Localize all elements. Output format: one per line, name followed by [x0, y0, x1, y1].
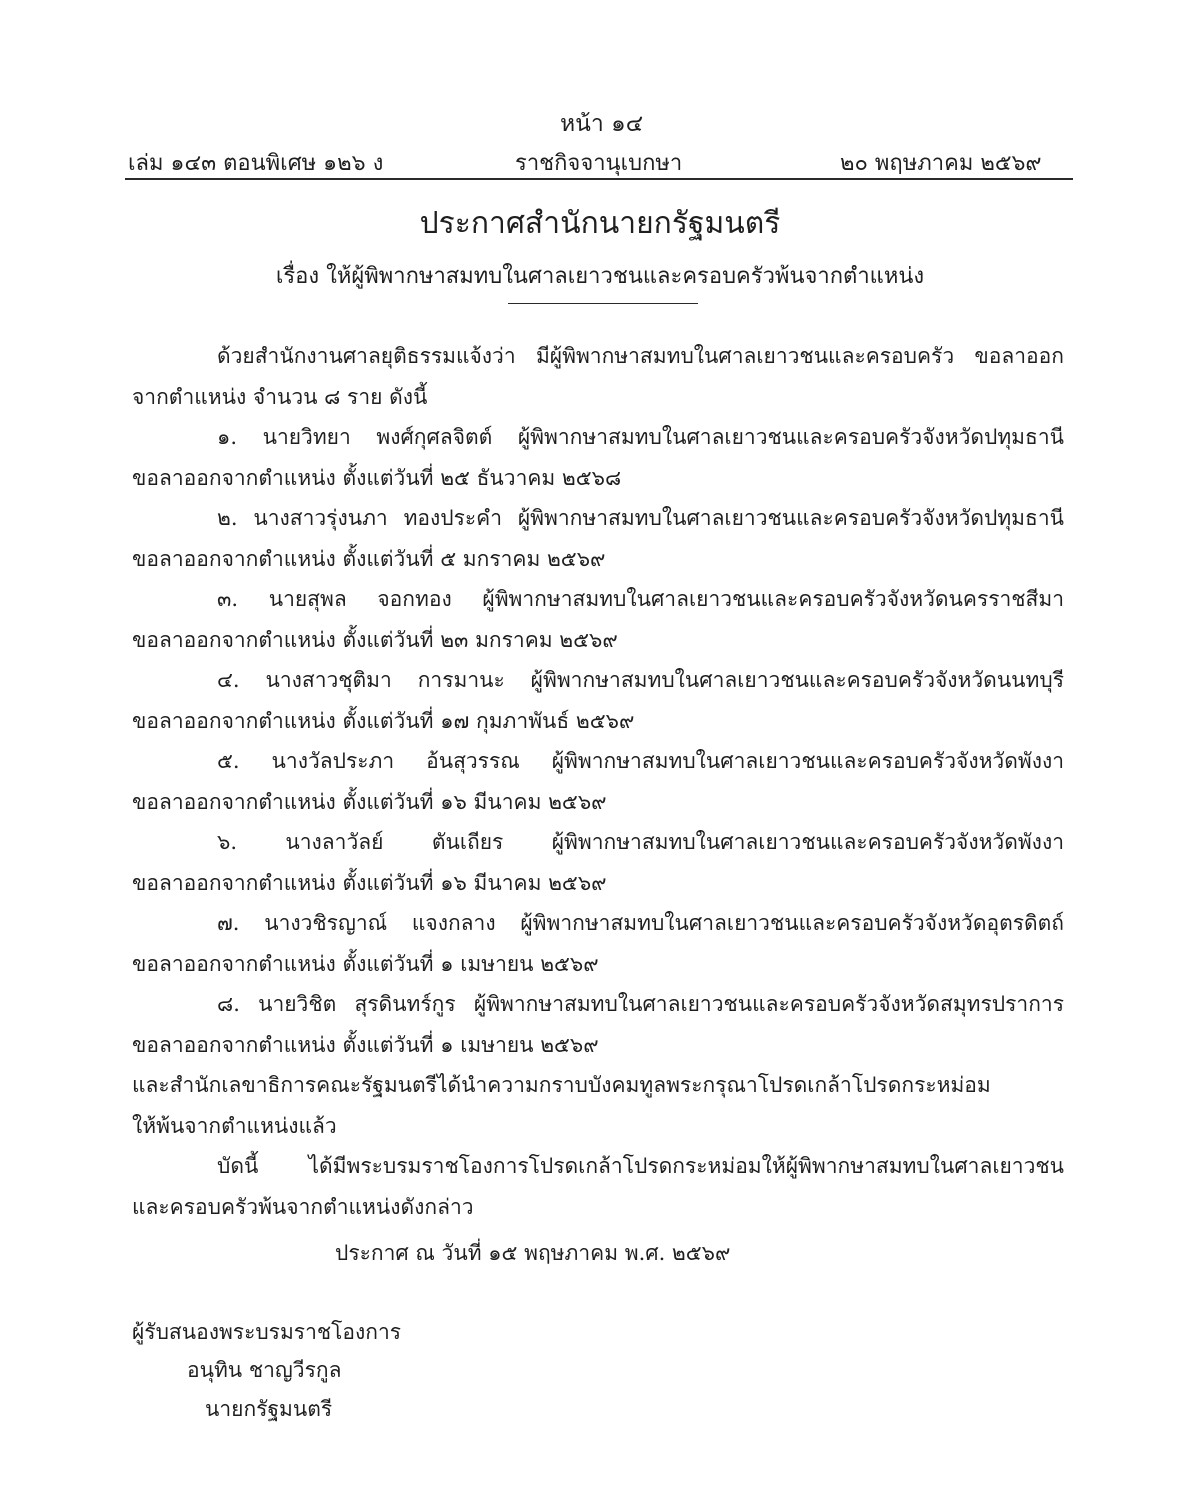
- item-date-line: ขอลาออกจากตำแหน่ง ตั้งแต่วันที่ ๑ เมษายน ๒๕๖๙: [132, 1032, 599, 1057]
- signatory-position: นายกรัฐมนตรี: [205, 1397, 333, 1421]
- final-line: และครอบครัวพ้นจากตำแหน่งดังกล่าว: [132, 1194, 474, 1219]
- closing-line: ให้พ้นจากตำแหน่งแล้ว: [132, 1113, 337, 1138]
- item-date-line: ขอลาออกจากตำแหน่ง ตั้งแต่วันที่ ๑ เมษายน ๒๕๖๙: [132, 951, 599, 976]
- page-number: หน้า ๑๔: [560, 111, 644, 137]
- countersign-label: ผู้รับสนองพระบรมราชโองการ: [132, 1320, 402, 1344]
- announcement-body: [132, 336, 1064, 1227]
- publication-name: ราชกิจจานุเบกษา: [515, 151, 683, 176]
- volume-issue: เล่ม ๑๔๓ ตอนพิเศษ ๑๒๖ ง: [128, 151, 384, 176]
- item-name-line: ๖. นางลาวัลย์ ตันเถียร ผู้พิพากษาสมทบในศาลเยาวชนและครอบครัวจังหวัดพังงา: [217, 830, 1064, 854]
- item-name-line: ๕. นางวัลประภา อ้นสุวรรณ ผู้พิพากษาสมทบในศาลเยาวชนและครอบครัวจังหวัดพังงา: [217, 749, 1064, 773]
- item-name-line: ๒. นางสาวรุ่งนภา ทองประคำ ผู้พิพากษาสมทบในศาลเยาวชนและครอบครัวจังหวัดปทุมธานี: [217, 506, 1064, 530]
- announcement-title: ประกาศสำนักนายกรัฐมนตรี: [419, 206, 781, 241]
- item-name-line: ๓. นายสุพล จอกทอง ผู้พิพากษาสมทบในศาลเยาวชนและครอบครัวจังหวัดนครราชสีมา: [217, 587, 1064, 611]
- signatory-name: อนุทิน ชาญวีรกูล: [187, 1358, 342, 1382]
- item-name-line: ๔. นางสาวชุติมา การมานะ ผู้พิพากษาสมทบในศาลเยาวชนและครอบครัวจังหวัดนนทบุรี: [217, 668, 1064, 692]
- item-date-line: ขอลาออกจากตำแหน่ง ตั้งแต่วันที่ ๑๖ มีนาคม ๒๕๖๙: [132, 870, 607, 895]
- item-date-line: ขอลาออกจากตำแหน่ง ตั้งแต่วันที่ ๒๕ ธันวาคม ๒๕๖๘: [132, 465, 622, 490]
- item-date-line: ขอลาออกจากตำแหน่ง ตั้งแต่วันที่ ๕ มกราคม ๒๕๖๙: [132, 546, 606, 571]
- header-divider: [125, 178, 1073, 180]
- item-date-line: ขอลาออกจากตำแหน่ง ตั้งแต่วันที่ ๑๗ กุมภาพันธ์ ๒๕๖๙: [132, 708, 635, 733]
- title-divider: [508, 303, 698, 304]
- intro-line: ด้วยสำนักงานศาลยุติธรรมแจ้งว่า มีผู้พิพากษาสมทบในศาลเยาวชนและครอบครัว ขอลาออก: [217, 344, 1064, 368]
- item-name-line: ๘. นายวิชิต สุรดินทร์กูร ผู้พิพากษาสมทบในศาลเยาวชนและครอบครัวจังหวัดสมุทรปราการ: [217, 992, 1064, 1016]
- intro-line: จากตำแหน่ง จำนวน ๘ ราย ดังนี้: [132, 384, 428, 409]
- item-date-line: ขอลาออกจากตำแหน่ง ตั้งแต่วันที่ ๒๓ มกราคม ๒๕๖๙: [132, 627, 618, 652]
- announcement-date: ประกาศ ณ วันที่ ๑๕ พฤษภาคม พ.ศ. ๒๕๖๙: [335, 1241, 731, 1265]
- final-line: บัดนี้ ได้มีพระบรมราชโองการโปรดเกล้าโปรดกระหม่อมให้ผู้พิพากษาสมทบในศาลเยาวชน: [217, 1154, 1064, 1178]
- closing-line: และสำนักเลขาธิการคณะรัฐมนตรีได้นำความกราบบังคมทูลพระกรุณาโปรดเกล้าโปรดกระหม่อม: [132, 1073, 991, 1097]
- publication-date: ๒๐ พฤษภาคม ๒๕๖๙: [840, 151, 1042, 176]
- item-date-line: ขอลาออกจากตำแหน่ง ตั้งแต่วันที่ ๑๖ มีนาคม ๒๕๖๙: [132, 789, 607, 814]
- item-name-line: ๑. นายวิทยา พงศ์กุศลจิตต์ ผู้พิพากษาสมทบในศาลเยาวชนและครอบครัวจังหวัดปทุมธานี: [217, 425, 1064, 449]
- item-name-line: ๗. นางวชิรญาณ์ แจงกลาง ผู้พิพากษาสมทบในศาลเยาวชนและครอบครัวจังหวัดอุตรดิตถ์: [217, 911, 1064, 935]
- announcement-subject: เรื่อง ให้ผู้พิพากษาสมทบในศาลเยาวชนและครอบครัวพ้นจากตำแหน่ง: [275, 264, 925, 289]
